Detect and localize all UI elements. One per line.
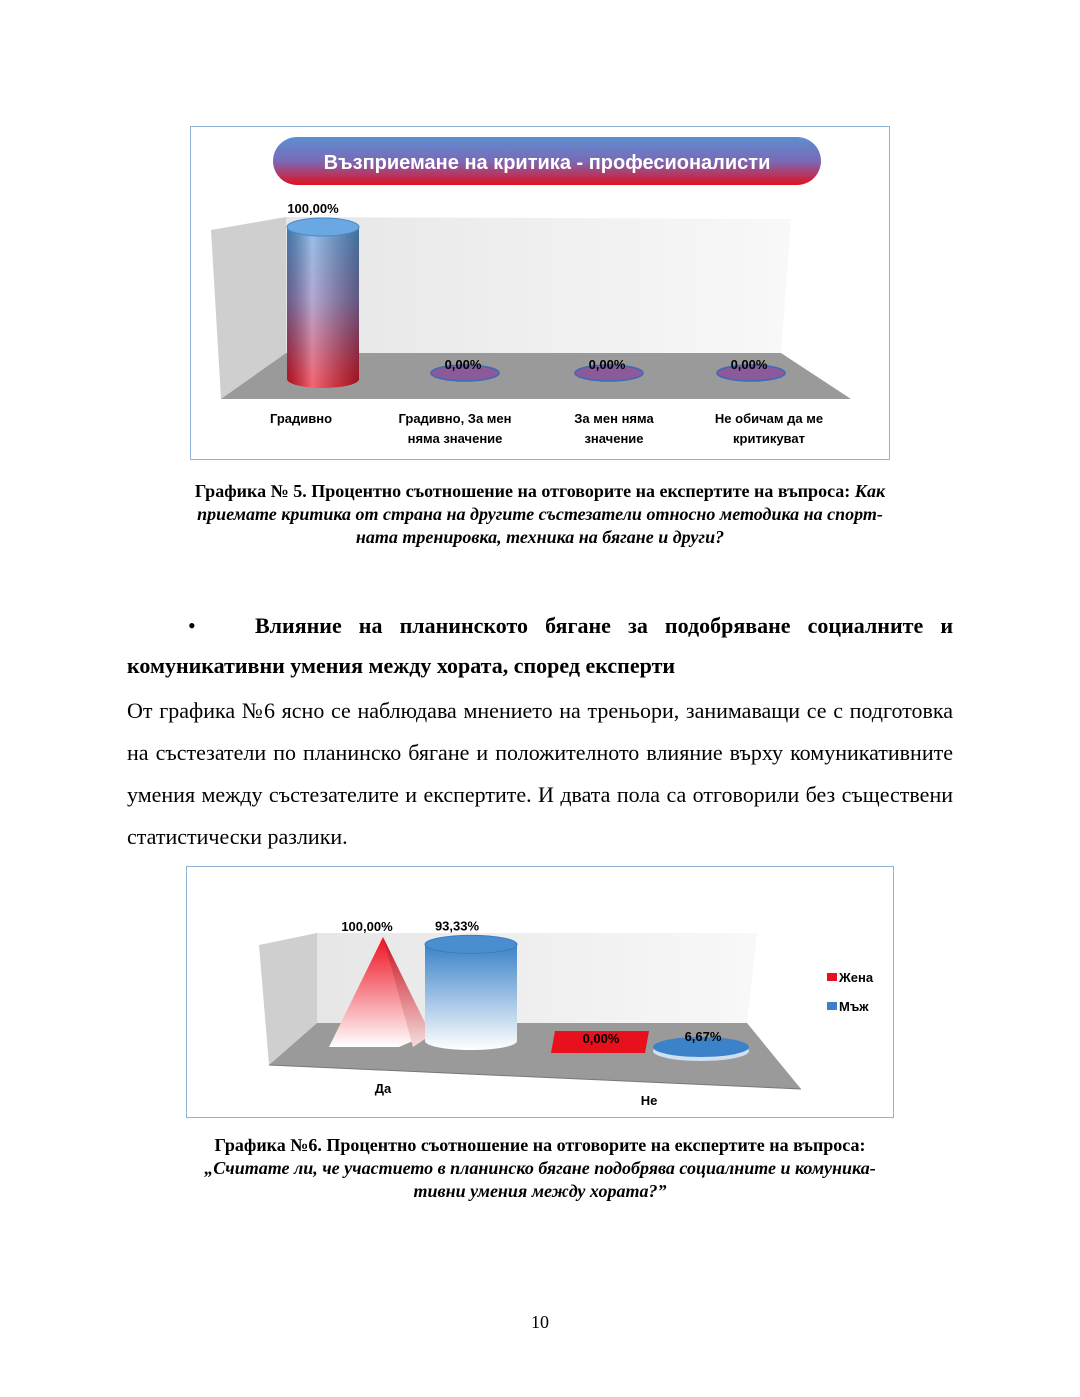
chart2-legend — [827, 970, 874, 1014]
figure5-caption — [120, 480, 960, 549]
chart-social-skills — [186, 866, 894, 1118]
chart1-category-label-2: няма значение — [407, 431, 503, 446]
chart1-bar-1 — [287, 218, 359, 388]
chart2-label-female-yes: 100,00% — [341, 919, 393, 934]
chart2-label-male-yes: 93,33% — [434, 918, 480, 934]
chart1-category-label-2: Градивно, За мен — [398, 411, 512, 426]
heading-bullet: • — [188, 613, 196, 638]
chart1-category-label-4: критикуват — [733, 431, 805, 446]
page-number: 10 — [531, 1312, 549, 1332]
chart2-category-yes: Да — [374, 1081, 392, 1096]
legend-swatch-male — [827, 1002, 837, 1010]
chart1-back-wall — [286, 217, 791, 353]
figure6-caption — [120, 1134, 960, 1203]
legend-swatch-female — [827, 973, 837, 981]
chart2-bar-male-yes — [425, 935, 517, 1050]
figure5-caption-question-2: приемате критика от страна на другите състезатели относно методика на спорт- — [197, 504, 883, 524]
chart2-label-male-no: 6,67% — [684, 1029, 722, 1044]
chart-critics-professionals — [190, 126, 890, 460]
figure5-caption-question-1: Как — [854, 481, 886, 501]
chart1-category-label-4: Не обичам да ме — [714, 411, 824, 426]
chart1-category-label-1: Градивно — [269, 411, 333, 426]
chart1-data-label-1: 100,00% — [287, 201, 339, 216]
chart1-category-label-3: За мен няма — [574, 411, 654, 426]
figure5-caption-bold: Графика № 5. Процентно съотношение на отговорите на експертите на въпроса: — [194, 481, 851, 501]
chart2-svg — [187, 867, 893, 1117]
figure5-caption-question-3: ната тренировка, техника на бягане и други? — [355, 527, 725, 547]
chart1-data-label-4: 0,00% — [730, 357, 768, 372]
section-heading-line1: Влияние на планинското бягане за подобряване социалните и — [255, 613, 953, 638]
chart1-svg — [191, 127, 889, 459]
chart1-data-label-2: 0,00% — [444, 357, 482, 372]
chart1-title: Възприемане на критика - професионалисти — [323, 152, 771, 174]
body-paragraph: От графика №6 ясно се наблюдава мнението на треньори, занимаващи се с подготовка на състезатели по планинско бягане и положителното влияние върху комуникативните умения между състезателите и експертите. И двата пола са отговорили без съществени статистически разлики. — [127, 698, 953, 849]
chart2-category-no: Не — [640, 1093, 658, 1108]
chart1-data-label-3: 0,00% — [588, 357, 626, 372]
figure6-caption-bold: Графика №6. Процентно съотношение на отговорите на експертите на въпроса: — [214, 1135, 866, 1155]
legend-label-male: Мъж — [839, 999, 869, 1014]
figure6-caption-question-1: „Считате ли, че участието в планинско бягане подобрява социалните и комуника- — [204, 1158, 876, 1178]
section-heading-line2: комуникативни умения между хората, според експерти — [127, 653, 676, 678]
figure6-caption-question-2: тивни умения между хората?” — [413, 1181, 667, 1201]
chart2-label-female-no: 0,00% — [582, 1031, 620, 1046]
chart1-category-label-3: значение — [584, 431, 644, 446]
legend-label-female: Жена — [839, 970, 874, 985]
